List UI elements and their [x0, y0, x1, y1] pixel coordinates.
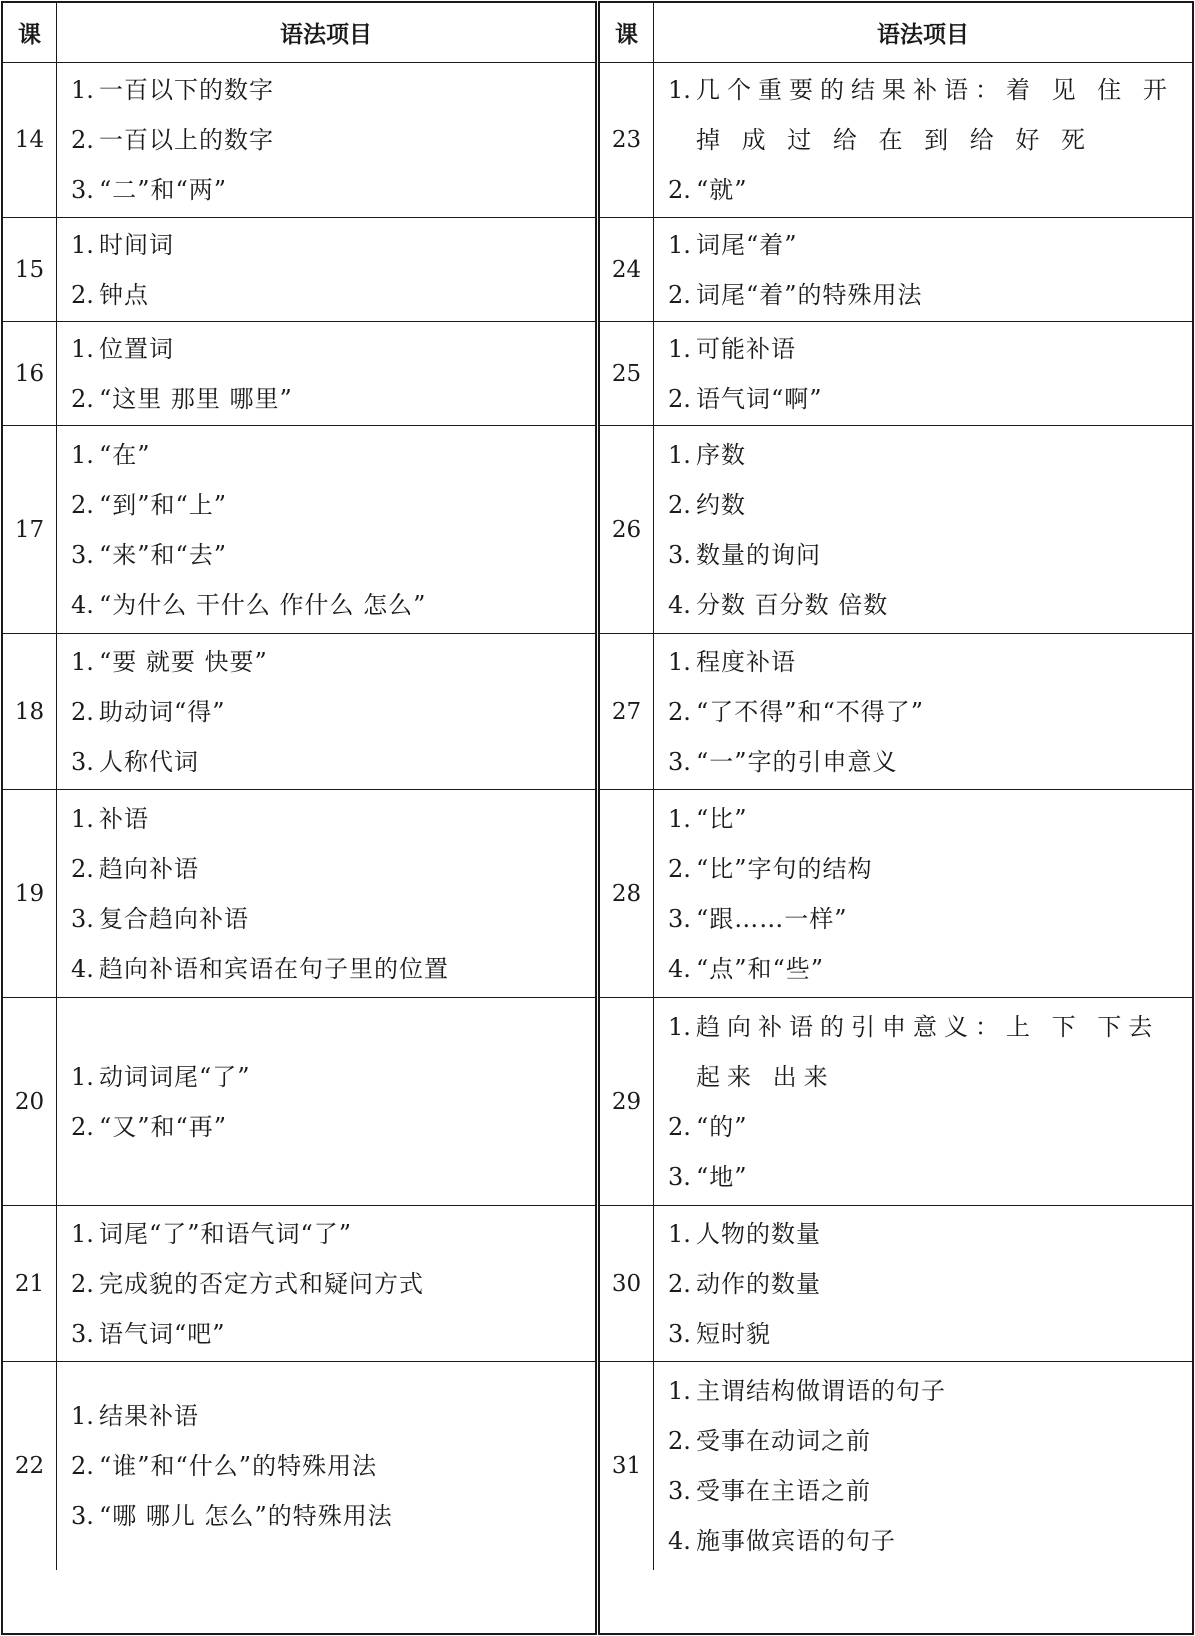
item-number: 2. — [668, 1427, 691, 1455]
item-text: 一百以下的数字 — [99, 76, 274, 104]
grammar-item — [668, 530, 1182, 580]
item-text: “地” — [696, 1162, 748, 1191]
item-number: 3. — [668, 1477, 691, 1505]
item-number: 1. — [668, 334, 691, 363]
item-number: 1. — [71, 1402, 94, 1430]
item-number: 1. — [71, 334, 94, 363]
grammar-items — [654, 998, 1192, 1206]
grammar-item — [668, 580, 1182, 630]
grammar-item — [71, 580, 585, 630]
header-grammar: 语法项目 — [654, 3, 1192, 63]
grammar-item — [71, 1441, 585, 1491]
item-number: 3. — [71, 904, 94, 933]
item-text: “的” — [696, 1112, 748, 1141]
grammar-item — [71, 1209, 585, 1259]
item-text: “这里 那里 哪里” — [99, 384, 293, 413]
item-number: 4. — [71, 954, 94, 983]
item-text: 助动词“得” — [99, 697, 226, 726]
item-number: 1. — [71, 1219, 94, 1248]
grammar-items — [57, 1362, 595, 1570]
grammar-item — [668, 1366, 1182, 1416]
grammar-items — [654, 790, 1192, 998]
item-number: 3. — [71, 176, 94, 204]
item-text: “又”和“再” — [99, 1112, 228, 1141]
grammar-item — [668, 1259, 1182, 1309]
item-number: 4. — [71, 590, 94, 619]
grammar-items — [57, 790, 595, 998]
item-number: 3. — [71, 540, 94, 569]
grammar-item — [71, 65, 585, 115]
item-text: 完成貌的否定方式和疑问方式 — [99, 1269, 424, 1298]
grammar-item — [668, 374, 1182, 424]
grammar-item — [71, 165, 585, 215]
grammar-item — [668, 270, 1182, 320]
item-text: 词尾“着”的特殊用法 — [696, 280, 923, 309]
lesson-number: 25 — [600, 322, 654, 426]
grammar-item — [668, 944, 1182, 994]
grammar-item — [71, 844, 585, 894]
item-number: 1. — [71, 76, 94, 104]
item-number: 2. — [668, 1112, 691, 1141]
grammar-item — [668, 1309, 1182, 1359]
item-text: 钟点 — [99, 280, 149, 309]
lesson-number: 21 — [3, 1206, 57, 1362]
grammar-items — [57, 634, 595, 790]
item-text: “到”和“上” — [99, 490, 228, 519]
lesson-number: 15 — [3, 218, 57, 322]
item-text: “了不得”和“不得了” — [696, 697, 925, 726]
item-number: 2. — [668, 280, 691, 309]
item-number: 3. — [668, 904, 691, 933]
header-grammar: 语法项目 — [57, 3, 595, 63]
grammar-item — [668, 324, 1182, 374]
item-text: 补语 — [99, 804, 149, 833]
item-number: 1. — [668, 76, 691, 104]
item-number: 3. — [71, 1319, 94, 1348]
item-text: 结果补语 — [99, 1402, 199, 1430]
item-text: “点”和“些” — [696, 954, 825, 983]
item-number: 4. — [668, 1527, 691, 1555]
item-number: 2. — [71, 490, 94, 519]
item-text: “来”和“去” — [99, 540, 228, 569]
grammar-item — [668, 1002, 1182, 1102]
item-text: 数量的询问 — [696, 540, 821, 569]
item-text: 短时貌 — [696, 1319, 771, 1348]
grammar-item — [71, 374, 585, 424]
item-number: 4. — [668, 954, 691, 983]
item-text: 词尾“了”和语气词“了” — [99, 1219, 353, 1248]
grammar-item — [668, 737, 1182, 787]
item-number: 4. — [668, 590, 691, 619]
item-text: “为什么 干什么 作什么 怎么” — [99, 590, 427, 619]
item-text: “比” — [696, 804, 748, 833]
grammar-item — [71, 324, 585, 374]
item-text: “跟……一样” — [696, 904, 848, 933]
grammar-items — [654, 218, 1192, 322]
item-number: 3. — [668, 1162, 691, 1191]
item-text: “谁”和“什么”的特殊用法 — [99, 1452, 378, 1480]
item-text: “比”字句的结构 — [696, 854, 873, 883]
item-text: “一”字的引申意义 — [696, 747, 898, 776]
item-text: 受事在动词之前 — [696, 1427, 871, 1455]
grammar-item — [668, 1466, 1182, 1516]
item-number: 1. — [71, 647, 94, 676]
item-text: 词尾“着” — [696, 230, 798, 259]
item-number: 2. — [71, 384, 94, 413]
lesson-number: 23 — [600, 63, 654, 218]
item-number: 2. — [668, 490, 691, 519]
grammar-item — [668, 65, 1182, 165]
item-number: 2. — [71, 1452, 94, 1480]
lesson-number: 30 — [600, 1206, 654, 1362]
item-text: “哪 哪儿 怎么”的特殊用法 — [99, 1502, 393, 1530]
grammar-item — [668, 894, 1182, 944]
lesson-number: 17 — [3, 426, 57, 634]
item-text: 趋向补语和宾语在句子里的位置 — [99, 954, 449, 983]
grammar-item — [668, 794, 1182, 844]
grammar-item — [668, 480, 1182, 530]
lesson-number: 29 — [600, 998, 654, 1206]
grammar-items — [57, 1206, 595, 1362]
grammar-item — [71, 1491, 585, 1541]
item-number: 2. — [71, 1269, 94, 1298]
table-right-half — [598, 1, 1194, 1635]
lesson-number: 18 — [3, 634, 57, 790]
grammar-items — [654, 322, 1192, 426]
table-left-half — [1, 1, 597, 1635]
grammar-item — [71, 480, 585, 530]
item-number: 3. — [668, 747, 691, 776]
lesson-number: 14 — [3, 63, 57, 218]
grammar-item — [668, 165, 1182, 215]
item-number: 1. — [668, 804, 691, 833]
grammar-item — [71, 1309, 585, 1359]
grammar-item — [71, 270, 585, 320]
item-number: 2. — [668, 384, 691, 413]
item-text: 可能补语 — [696, 334, 796, 363]
grammar-item — [71, 220, 585, 270]
item-number: 1. — [668, 1377, 691, 1405]
grammar-item — [668, 637, 1182, 687]
item-number: 1. — [668, 647, 691, 676]
grammar-item — [71, 530, 585, 580]
grammar-item — [668, 220, 1182, 270]
grammar-items — [654, 634, 1192, 790]
item-number: 1. — [668, 440, 691, 469]
item-text: 受事在主语之前 — [696, 1477, 871, 1505]
lesson-number: 31 — [600, 1362, 654, 1570]
lesson-number: 27 — [600, 634, 654, 790]
lesson-number: 20 — [3, 998, 57, 1206]
item-text: 动作的数量 — [696, 1269, 821, 1298]
item-number: 2. — [71, 280, 94, 309]
item-text: 主谓结构做谓语的句子 — [696, 1377, 946, 1405]
item-text: “要 就要 快要” — [99, 647, 268, 676]
item-text: 人物的数量 — [696, 1219, 821, 1248]
item-text: 分数 百分数 倍数 — [696, 590, 889, 619]
grammar-item — [71, 1259, 585, 1309]
grammar-item — [71, 894, 585, 944]
item-number: 2. — [71, 854, 94, 883]
grammar-items — [57, 322, 595, 426]
item-number: 3. — [71, 1502, 94, 1530]
item-number: 3. — [668, 540, 691, 569]
grammar-items — [57, 426, 595, 634]
item-text: 程度补语 — [696, 647, 796, 676]
grammar-item — [668, 1416, 1182, 1466]
grammar-item — [71, 115, 585, 165]
item-number: 2. — [668, 176, 691, 204]
item-number: 2. — [668, 1269, 691, 1298]
table-grid-right — [600, 3, 1192, 1633]
grammar-items — [654, 1206, 1192, 1362]
lesson-number: 26 — [600, 426, 654, 634]
grammar-item — [668, 687, 1182, 737]
item-text: 施事做宾语的句子 — [696, 1527, 896, 1555]
item-text: 语气词“吧” — [99, 1319, 226, 1348]
item-number: 2. — [71, 1112, 94, 1141]
grammar-items — [654, 426, 1192, 634]
grammar-item — [71, 1052, 585, 1102]
grammar-item — [71, 1391, 585, 1441]
grammar-items — [57, 998, 595, 1206]
header-lesson: 课 — [600, 3, 654, 63]
grammar-item — [71, 944, 585, 994]
item-text: 人称代词 — [99, 747, 199, 776]
grammar-item — [71, 430, 585, 480]
item-number: 1. — [71, 440, 94, 469]
item-text: 一百以上的数字 — [99, 126, 274, 154]
grammar-item — [668, 844, 1182, 894]
table-grid-left — [3, 3, 595, 1633]
grammar-item — [668, 1152, 1182, 1202]
grammar-item — [668, 1516, 1182, 1566]
item-number: 2. — [668, 697, 691, 726]
grammar-item — [71, 1102, 585, 1152]
item-text: 趋向补语 — [99, 854, 199, 883]
grammar-item — [71, 737, 585, 787]
item-number: 3. — [71, 747, 94, 776]
item-number: 1. — [71, 804, 94, 833]
header-lesson: 课 — [3, 3, 57, 63]
item-number: 2. — [71, 697, 94, 726]
grammar-items — [57, 63, 595, 218]
lesson-number: 19 — [3, 790, 57, 998]
lesson-number: 24 — [600, 218, 654, 322]
grammar-item — [668, 430, 1182, 480]
lesson-number: 28 — [600, 790, 654, 998]
grammar-item — [668, 1102, 1182, 1152]
grammar-item — [668, 1209, 1182, 1259]
grammar-item — [71, 637, 585, 687]
item-number: 1. — [71, 230, 94, 259]
item-number: 2. — [668, 854, 691, 883]
item-text: “就” — [696, 176, 748, 204]
item-text: 约数 — [696, 490, 746, 519]
item-number: 1. — [668, 1012, 691, 1041]
item-text: 序数 — [696, 440, 746, 469]
item-number: 1. — [668, 1219, 691, 1248]
grammar-items — [654, 63, 1192, 218]
item-text: 时间词 — [99, 230, 174, 259]
grammar-item — [71, 687, 585, 737]
item-text: 几个重要的结果补语：着 见 住 开 掉 成 过 给 在 到 给 好 死 — [696, 76, 1174, 154]
item-text: “在” — [99, 440, 151, 469]
item-number: 3. — [668, 1319, 691, 1348]
grammar-items — [654, 1362, 1192, 1570]
item-text: 动词词尾“了” — [99, 1062, 251, 1091]
lesson-number: 22 — [3, 1362, 57, 1570]
item-text: 趋向补语的引申意义：上 下 下去 起来 出来 — [696, 1012, 1160, 1091]
grammar-item — [71, 794, 585, 844]
item-text: 复合趋向补语 — [99, 904, 249, 933]
item-number: 1. — [668, 230, 691, 259]
item-number: 1. — [71, 1062, 94, 1091]
grammar-items — [57, 218, 595, 322]
item-number: 2. — [71, 126, 94, 154]
lesson-number: 16 — [3, 322, 57, 426]
item-text: 语气词“啊” — [696, 384, 823, 413]
item-text: 位置词 — [99, 334, 174, 363]
item-text: “二”和“两” — [99, 176, 228, 204]
